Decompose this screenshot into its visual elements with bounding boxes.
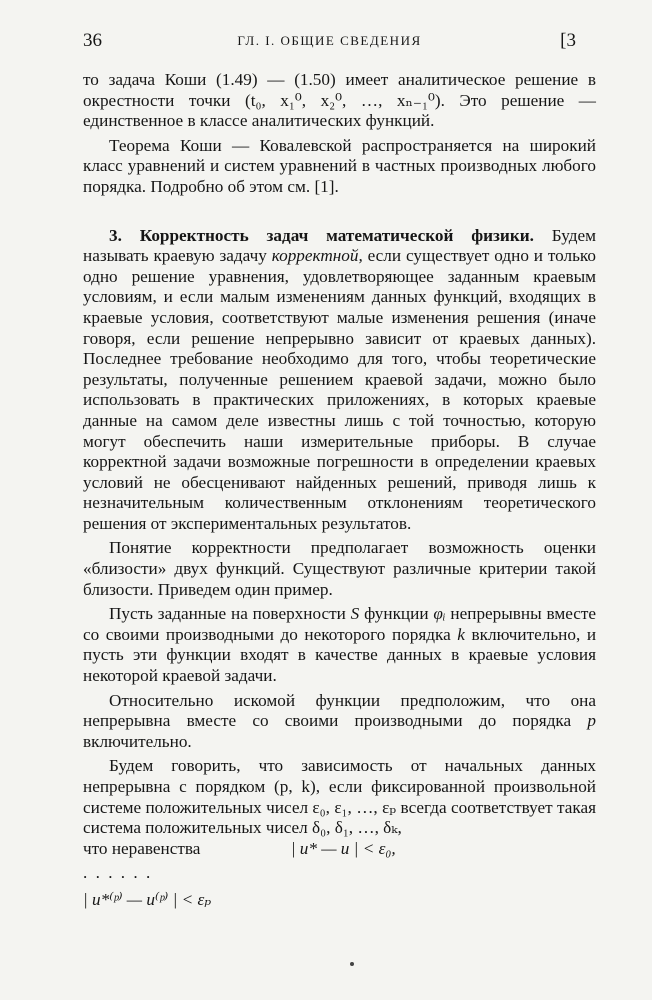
running-title: ГЛ. I. ОБЩИЕ СВЕДЕНИЯ — [237, 33, 422, 48]
inequality-order-p: | u*⁽ᵖ⁾ — u⁽ᵖ⁾ | < εₚ — [83, 889, 212, 909]
inequality-zero-order: | u* — u | < ε₀, — [290, 838, 396, 858]
text-fragment: функции — [364, 604, 429, 624]
equation-ellipsis: . . . . . . — [83, 863, 153, 883]
paragraph-cauchy-kovalevskaya: Теорема Коши — Ковалевской распространяется на широкий класс уравнений и систем уравнений в частных производных любого порядка. Подробно об этом см. [1]. — [83, 135, 596, 196]
definition-lead: Будем называть краевую задачу — [83, 225, 596, 266]
text-fragment: включительно. — [83, 731, 192, 751]
scan-dot — [350, 962, 354, 966]
text-fragment: Относительно искомой функции предположим, что она непрерывна вместе со своими производными до порядка — [83, 690, 596, 731]
equation-line-1 — [83, 839, 596, 860]
paragraph-closeness: Понятие корректности предполагает возможность оценки «близости» двух функций. Существуют различные критерии такой близости. Приведем один пример. — [83, 538, 596, 599]
section-reference: [3 — [560, 30, 576, 51]
text-fragment: непрерывны вместе со своими производными до некоторого порядка — [83, 604, 597, 644]
paragraph-cauchy-conclusion: то задача Коши (1.49) — (1.50) имеет аналитическое решение в окрестности точки (t₀, x₁⁰, x₂⁰, …, xₙ₋₁⁰). Это решение — единственное в классе аналитических функций. — [83, 70, 596, 131]
defined-term: корректной, — [271, 246, 363, 266]
math-symbol: p — [587, 711, 596, 731]
definition-rest: если существует одно и только одно решение уравнения, удовлетворяющее заданным краевым условиям, и если малым изменениям данных функций, входящих в краевые условия, соответствуют малые изменения решения (иначе говоря, если решение непрерывно зависит от краевых данных). Последнее требование необходимо для того, чтобы теоретические результаты, полученные решением краевой задачи, можно было использовать в практических приложениях, в которых краевые данные на самом деле известны лишь с той точностью, которую могут обеспечить наши измерительные приборы. В случае корректной задачи возможные погрешности в определении краевых условий не обесценивают найденных решений, приводя лишь к незначительным количественным отклонениям теоретического решения от экспериментальных результатов. — [83, 246, 597, 533]
page-body — [83, 70, 596, 911]
text-fragment: включительно, и пусть эти функции входят в качестве данных в краевые условия некоторой краевой задачи. — [83, 624, 597, 686]
paragraph-surface-functions — [83, 604, 596, 686]
math-symbol: φᵢ — [433, 604, 446, 624]
math-symbol: k — [457, 624, 465, 644]
text-fragment: Пусть заданные на поверхности — [109, 604, 346, 624]
paragraph-continuous-dependence: Будем говорить, что зависимость от начальных данных непрерывна с порядком (p, k), если фиксированной произвольной системе положительных чисел ε₀, ε₁, …, εₚ всегда соответствует такая система положительных чисел δ₀, δ₁, …, δₖ, — [83, 756, 596, 838]
paragraph-unknown-function — [83, 691, 596, 753]
page-header — [83, 30, 576, 54]
math-symbol: S — [350, 604, 360, 624]
inequalities-lead: что неравенства — [83, 838, 201, 858]
page-number: 36 — [83, 30, 102, 51]
paragraph-correctness-definition — [83, 226, 596, 535]
section-heading: 3. Корректность задач математической физики. — [109, 225, 534, 245]
